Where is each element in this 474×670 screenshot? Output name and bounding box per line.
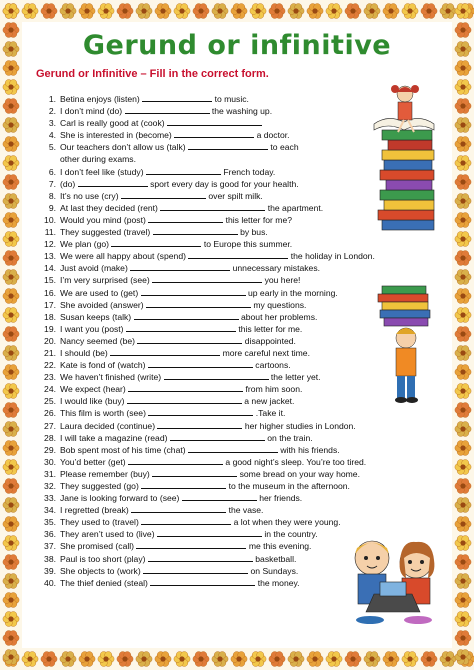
exercise-item: [40, 178, 370, 190]
exercise-item: [40, 468, 370, 480]
item-number: 4.: [48, 130, 56, 141]
exercise-item: [40, 117, 370, 129]
item-ending: her higher studies in London.: [244, 420, 356, 431]
item-prompt: They suggested (go): [60, 481, 139, 491]
item-number: 17.: [44, 299, 56, 310]
item-number: 8.: [48, 190, 56, 201]
item-ending: on Sundays.: [250, 565, 299, 576]
answer-blank[interactable]: [137, 335, 242, 344]
item-prompt: I don’t feel like (study): [60, 166, 144, 177]
answer-blank[interactable]: [148, 359, 253, 368]
item-prompt: Carl is really good at (cook): [60, 118, 165, 129]
item-prompt: She is interested in (become): [60, 130, 172, 141]
answer-blank[interactable]: [110, 347, 220, 356]
item-ending: the letter yet.: [270, 372, 321, 383]
answer-blank[interactable]: [125, 105, 210, 114]
exercise-item: [40, 565, 370, 577]
answer-blank[interactable]: [146, 166, 221, 175]
item-prompt: Bob spent most of his time (chat): [60, 444, 186, 455]
item-prompt: They suggested (travel): [60, 227, 151, 238]
item-number: 32.: [44, 481, 56, 491]
item-prompt: We are used to (get): [60, 287, 139, 298]
exercise-item: [40, 359, 370, 371]
item-ending: on the train.: [267, 432, 313, 443]
item-prompt: Our teachers don’t allow us (talk): [60, 142, 186, 153]
answer-blank[interactable]: [148, 214, 223, 223]
item-ending: the holiday in London.: [290, 251, 375, 262]
item-number: 11.: [44, 227, 56, 238]
item-ending: by bus.: [240, 227, 268, 238]
exercise-item: [40, 444, 370, 456]
answer-blank[interactable]: [182, 492, 257, 501]
answer-blank[interactable]: [134, 311, 239, 320]
item-number: 20.: [44, 335, 56, 346]
item-number: 25.: [44, 396, 56, 407]
item-prompt: We haven’t finished (write): [60, 372, 162, 383]
exercise-item: [40, 577, 370, 589]
item-prompt: Just avoid (make): [60, 263, 128, 274]
exercise-item: [40, 553, 370, 565]
item-ending: you here!: [264, 275, 301, 286]
boy-with-books-illustration: [370, 282, 445, 407]
item-prompt: You’d better (get): [60, 456, 126, 467]
exercise-item: [40, 528, 370, 540]
answer-blank[interactable]: [141, 287, 246, 296]
answer-blank[interactable]: [160, 202, 265, 211]
exercise-item: [40, 202, 370, 214]
item-ending: about her problems.: [240, 311, 318, 322]
answer-blank[interactable]: [141, 480, 226, 489]
answer-blank[interactable]: [131, 504, 226, 513]
exercise-item: [40, 93, 370, 105]
answer-blank[interactable]: [128, 456, 223, 465]
exercise-item: [40, 335, 370, 347]
exercise-item: [40, 407, 370, 419]
item-ending: this letter for me.: [238, 323, 303, 334]
item-number: 34.: [44, 505, 56, 516]
children-with-laptop-illustration: [340, 528, 450, 628]
item-number: 28.: [44, 432, 56, 443]
item-prompt: The thief denied (steal): [60, 577, 148, 588]
answer-blank[interactable]: [127, 395, 242, 404]
answer-blank[interactable]: [143, 565, 248, 574]
answer-blank[interactable]: [111, 238, 201, 247]
item-number: 38.: [44, 553, 56, 564]
item-ending: the money.: [257, 577, 300, 588]
item-ending: French today.: [223, 166, 276, 177]
flower-border-top: [0, 0, 474, 22]
item-number: 24.: [44, 384, 56, 395]
item-ending: in the country.: [264, 529, 318, 540]
item-number: 27.: [44, 420, 56, 431]
exercise-item: [40, 287, 370, 299]
item-prompt: She promised (call): [60, 541, 135, 552]
item-number: 18.: [44, 311, 56, 322]
answer-blank[interactable]: [164, 371, 269, 380]
item-ending: a lot when they were young.: [233, 517, 341, 528]
item-ending: a new jacket.: [244, 396, 295, 407]
item-number: 5.: [48, 142, 56, 153]
item-ending: to each: [270, 142, 299, 153]
item-prompt: Please remember (buy): [60, 468, 150, 479]
item-prompt: Would you mind (post): [60, 214, 146, 225]
answer-blank[interactable]: [157, 528, 262, 537]
item-prompt: She objects to (work): [60, 565, 141, 576]
item-number: 31.: [44, 468, 56, 479]
answer-blank[interactable]: [78, 178, 148, 187]
item-number: 29.: [44, 444, 56, 455]
item-prompt: We expect (hear): [60, 384, 126, 395]
item-prompt: They aren’t used to (live): [60, 529, 155, 540]
item-ending: more careful next time.: [222, 347, 310, 358]
item-prompt: I want you (post): [60, 323, 124, 334]
item-number: 7.: [48, 178, 56, 189]
item-number: 14.: [44, 263, 56, 274]
exercise-item: [40, 311, 370, 323]
item-ending: to music.: [214, 94, 249, 104]
exercise-item: [40, 214, 370, 226]
item-ending: up early in the morning.: [247, 287, 338, 298]
exercise-item: [40, 395, 370, 407]
item-prompt: (do): [60, 178, 76, 189]
item-prompt: I regretted (break): [60, 505, 129, 516]
item-ending: over spilt milk.: [208, 190, 263, 201]
item-continuation: other during exams.: [60, 154, 136, 165]
exercise-item: [40, 323, 370, 335]
item-ending: me this evening.: [248, 541, 312, 552]
instructions: Gerund or Infinitive – Fill in the correct form.: [36, 68, 269, 80]
item-number: 40.: [44, 577, 56, 588]
item-ending: some bread on your way home.: [239, 468, 360, 479]
item-number: 21.: [44, 347, 56, 358]
item-ending: a good night’s sleep. You’re too tired.: [225, 456, 367, 467]
item-number: 10.: [44, 214, 56, 225]
item-prompt: I’m very surprised (see): [60, 275, 150, 286]
item-ending: from him soon.: [245, 384, 303, 395]
item-ending: to Europe this summer.: [203, 239, 293, 250]
item-ending: her friends.: [259, 493, 303, 504]
item-prompt: We plan (go): [60, 239, 110, 250]
exercise-item: [40, 504, 370, 516]
exercise-item: [40, 226, 370, 238]
answer-blank[interactable]: [157, 420, 242, 429]
item-number: 19.: [44, 323, 56, 334]
exercise-item: [40, 456, 370, 468]
answer-blank[interactable]: [142, 93, 212, 102]
answer-blank[interactable]: [126, 323, 236, 332]
exercise-item: [40, 480, 370, 492]
answer-blank[interactable]: [148, 407, 253, 416]
item-prompt: We were all happy about (spend): [60, 251, 186, 262]
item-ending: a doctor.: [256, 130, 290, 141]
item-number: 35.: [44, 517, 56, 528]
answer-blank[interactable]: [188, 444, 278, 453]
exercise-item: [40, 105, 370, 117]
item-number: 2.: [48, 106, 56, 117]
item-number: 9.: [48, 202, 56, 213]
exercise-item: [40, 492, 370, 504]
item-ending: sport every day is good for your health.: [150, 178, 299, 189]
answer-blank[interactable]: [136, 540, 246, 549]
item-prompt: It’s no use (cry): [60, 190, 119, 201]
item-prompt: I should (be): [60, 347, 108, 358]
girl-on-books-illustration: [368, 80, 448, 235]
item-prompt: Jane is looking forward to (see): [60, 493, 180, 504]
item-number: 15.: [44, 275, 56, 286]
item-number: 6.: [48, 166, 56, 177]
answer-blank[interactable]: [167, 117, 262, 126]
item-ending: .Take it.: [255, 408, 286, 419]
answer-blank[interactable]: [130, 262, 230, 271]
exercise-item: [40, 371, 370, 383]
item-prompt: I don’t mind (do): [60, 106, 123, 117]
item-prompt: Nancy seemed (be): [60, 335, 135, 346]
exercise-item: [40, 190, 370, 202]
answer-blank[interactable]: [146, 299, 251, 308]
item-ending: the vase.: [228, 505, 264, 516]
answer-blank[interactable]: [152, 468, 237, 477]
answer-blank[interactable]: [174, 129, 254, 138]
item-ending: the washing up.: [211, 106, 273, 117]
item-ending: with his friends.: [280, 444, 340, 455]
item-ending: unnecessary mistakes.: [232, 263, 321, 274]
exercise-item: [40, 516, 370, 528]
item-number: 1.: [48, 94, 56, 104]
answer-blank[interactable]: [152, 274, 262, 283]
item-prompt: At last they decided (rent): [60, 202, 158, 213]
item-ending: my questions.: [253, 299, 307, 310]
item-number: 12.: [44, 239, 56, 250]
answer-blank[interactable]: [141, 516, 231, 525]
exercise-item: [40, 383, 370, 395]
exercise-item: [40, 347, 370, 359]
item-number: 3.: [48, 118, 56, 129]
exercise-item: [40, 262, 370, 274]
item-ending: the apartment.: [267, 202, 324, 213]
flower-border-right: [452, 0, 474, 670]
item-prompt: Paul is too short (play): [60, 553, 146, 564]
item-number: 16.: [44, 287, 56, 298]
answer-blank[interactable]: [121, 190, 206, 199]
answer-blank[interactable]: [170, 432, 265, 441]
item-number: 22.: [44, 360, 56, 371]
exercise-item: [40, 420, 370, 432]
item-number: 30.: [44, 456, 56, 467]
item-number: 39.: [44, 565, 56, 576]
item-number: 36.: [44, 529, 56, 540]
item-prompt: I would like (buy): [60, 396, 125, 407]
exercise-item: [40, 299, 370, 311]
item-prompt: They used to (travel): [60, 517, 139, 528]
item-prompt: Kate is fond of (watch): [60, 360, 146, 371]
answer-blank[interactable]: [148, 553, 253, 562]
page-title: Gerund or infinitive: [82, 30, 392, 61]
answer-blank[interactable]: [188, 141, 268, 150]
item-ending: cartoons.: [255, 360, 291, 371]
item-prompt: This film is worth (see): [60, 408, 146, 419]
flower-border-left: [0, 0, 22, 670]
answer-blank[interactable]: [150, 577, 255, 586]
item-prompt: Susan keeps (talk): [60, 311, 132, 322]
exercise-item: [40, 540, 370, 552]
item-number: 13.: [44, 251, 56, 262]
flower-border-bottom: [0, 648, 474, 670]
exercise-item: [40, 129, 370, 141]
item-number: 26.: [44, 408, 56, 419]
exercise-item: [40, 141, 370, 165]
exercise-list: [40, 93, 375, 589]
answer-blank[interactable]: [128, 383, 243, 392]
item-prompt: Laura decided (continue): [60, 420, 156, 431]
item-ending: this letter for me?: [225, 214, 292, 225]
exercise-item: [40, 250, 375, 262]
item-ending: disappointed.: [244, 335, 296, 346]
answer-blank[interactable]: [153, 226, 238, 235]
exercise-item: [40, 238, 370, 250]
item-ending: basketball.: [255, 553, 297, 564]
item-prompt: I will take a magazine (read): [60, 432, 168, 443]
item-prompt: Betina enjoys (listen): [60, 94, 140, 104]
item-number: 33.: [44, 493, 56, 504]
exercise-item: [40, 432, 370, 444]
exercise-item: [40, 166, 370, 178]
item-ending: to the museum in the afternoon.: [228, 481, 350, 491]
item-number: 37.: [44, 541, 56, 552]
item-number: 23.: [44, 372, 56, 383]
item-prompt: She avoided (answer): [60, 299, 144, 310]
exercise-item: [40, 274, 370, 286]
answer-blank[interactable]: [188, 250, 288, 259]
